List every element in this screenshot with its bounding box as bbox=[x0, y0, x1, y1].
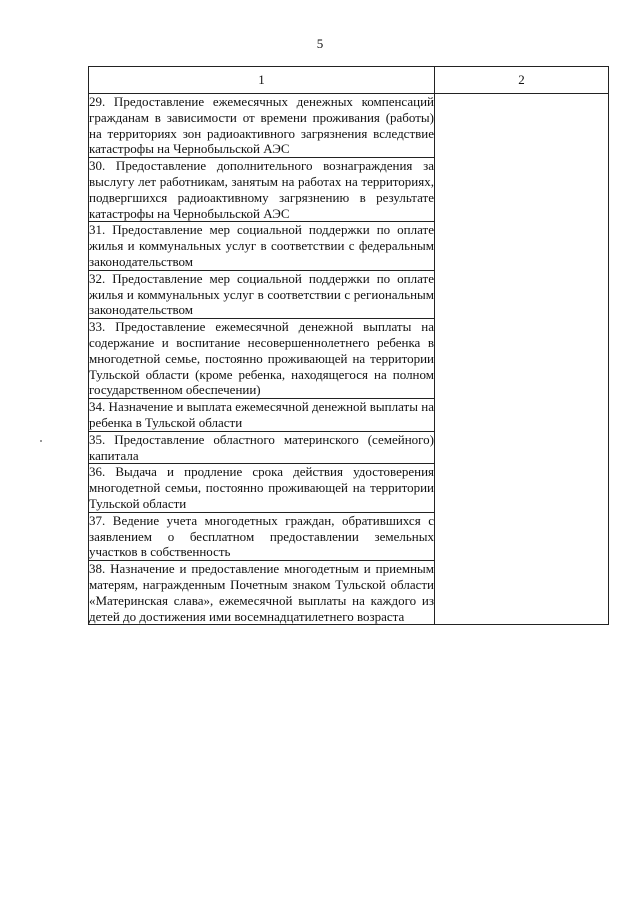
service-item-36: 36. Выдача и продление срока действия удостоверения многодетной семьи, постоянно проживающей на территории Тульской области bbox=[89, 464, 434, 511]
header-row bbox=[89, 67, 609, 94]
service-item-29: 29. Предоставление ежемесячных денежных компенсаций гражданам в зависимости от времени проживания (работы) на территориях зон радиоактивного загрязнения вследствие катастрофы на Чернобыльской АЭС bbox=[89, 94, 434, 157]
service-item-33: 33. Предоставление ежемесячной денежной выплаты на содержание и воспитание несовершеннолетнего ребенка в многодетной семье, постоянно проживающей на территории Тульской области (кроме ребенка, находящегося на полном государственном обеспечении) bbox=[89, 319, 434, 398]
service-item-30: 30. Предоставление дополнительного вознаграждения за выслугу лет работникам, занятым на работах на территориях, подвергшихся радиоактивному загрязнению в результате катастрофы на Чернобыльской АЭС bbox=[89, 158, 434, 221]
service-item-31: 31. Предоставление мер социальной поддержки по оплате жилья и коммунальных услуг в соответствии с федеральным законодательством bbox=[89, 222, 434, 269]
service-item-35: 35. Предоставление областного материнского (семейного) капитала bbox=[89, 431, 434, 463]
table-row bbox=[89, 94, 609, 158]
services-table bbox=[88, 66, 609, 625]
column-header-1: 1 bbox=[89, 67, 435, 94]
service-item-34: 34. Назначение и выплата ежемесячной денежной выплаты на ребенка в Тульской области bbox=[89, 399, 434, 430]
service-item-37: 37. Ведение учета многодетных граждан, обратившихся с заявлением о бесплатном предоставлении земельных участков в собственность bbox=[89, 512, 434, 560]
service-item-32: 32. Предоставление мер социальной поддержки по оплате жилья и коммунальных услуг в соответствии с региональным законодательством bbox=[89, 270, 434, 318]
margin-mark bbox=[40, 440, 42, 442]
column-2-blank-cell bbox=[435, 94, 609, 625]
service-item-38: 38. Назначение и предоставление многодетным и приемным матерям, награжденным Почетным знаком Тульской области «Материнская слава», ежемесячной выплаты на каждого из детей до достижения ими восемнадцатилетнего возраста bbox=[89, 561, 434, 624]
page-number: 5 bbox=[316, 36, 324, 51]
column-header-2: 2 bbox=[435, 67, 609, 94]
